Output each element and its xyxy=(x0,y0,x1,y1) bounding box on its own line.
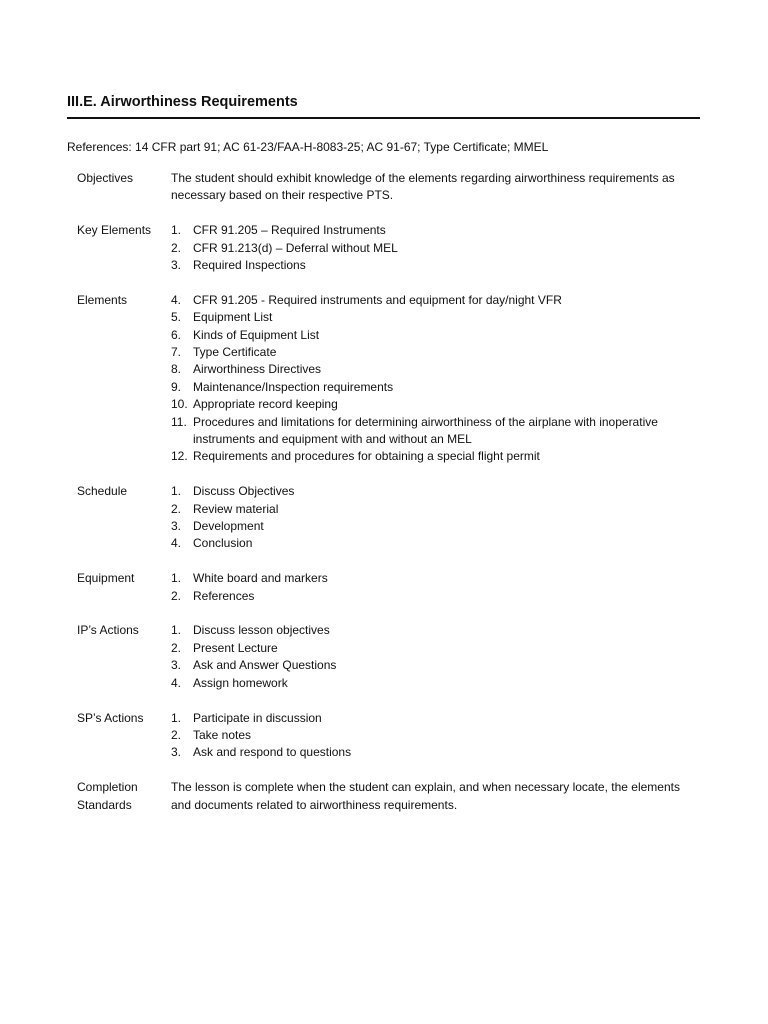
list-item: 11. Procedures and limitations for determining airworthiness of the airplane with inoperative instruments and equipment with and without an MEL xyxy=(171,414,658,447)
section-objectives xyxy=(67,170,700,205)
list-item: 10. Appropriate record keeping xyxy=(171,397,338,412)
list-item: 2. Take notes xyxy=(171,727,252,742)
schedule-list xyxy=(171,483,700,553)
section-key-elements xyxy=(67,222,700,274)
ip-actions-list xyxy=(171,622,700,692)
elements-list xyxy=(171,292,700,466)
page-title: III.E. Airworthiness Requirements xyxy=(67,92,700,119)
lesson-sections xyxy=(67,170,700,814)
list-item: 1. Discuss Objectives xyxy=(171,484,295,499)
section-schedule xyxy=(67,483,700,553)
list-item: 1. Participate in discussion xyxy=(171,710,322,725)
completion-text: The lesson is complete when the student can explain, and when necessary locate, the elements and documents related to airworthiness requirements. xyxy=(171,780,680,812)
list-item: 2. References xyxy=(171,588,255,603)
key-elements-list xyxy=(171,222,700,274)
list-item: 6. Kinds of Equipment List xyxy=(171,327,320,342)
list-item: 4. Conclusion xyxy=(171,536,253,551)
list-item: 2. Present Lecture xyxy=(171,640,278,655)
list-item: 5. Equipment List xyxy=(171,310,273,325)
sp-actions-list xyxy=(171,710,700,762)
list-item: 1. Discuss lesson objectives xyxy=(171,623,330,638)
section-label: Key Elements xyxy=(77,223,152,238)
references-line: References: 14 CFR part 91; AC 61-23/FAA-H-8083-25; AC 91-67; Type Certificate; MMEL xyxy=(67,140,549,154)
objectives-text: The student should exhibit knowledge of the elements regarding airworthiness requirements as necessary based on their respective PTS. xyxy=(171,171,675,203)
list-item: 2. Review material xyxy=(171,501,279,516)
list-item: 3. Ask and respond to questions xyxy=(171,745,352,760)
equipment-list xyxy=(171,570,700,605)
section-label: SP’s Actions xyxy=(77,710,144,725)
list-item: 12. Requirements and procedures for obtaining a special flight permit xyxy=(171,449,540,464)
list-item: 1. White board and markers xyxy=(171,571,328,586)
section-label: Schedule xyxy=(77,484,128,499)
list-item: 3. Development xyxy=(171,519,264,534)
list-item: 3. Required Inspections xyxy=(171,258,306,273)
section-ip-actions xyxy=(67,622,700,692)
section-label: Completion Standards xyxy=(77,780,138,812)
section-equipment xyxy=(67,570,700,605)
list-item: 8. Airworthiness Directives xyxy=(171,362,322,377)
list-item: 2. CFR 91.213(d) – Deferral without MEL xyxy=(171,240,398,255)
list-item: 1. CFR 91.205 – Required Instruments xyxy=(171,223,386,238)
list-item: 4. Assign homework xyxy=(171,675,288,690)
section-label: IP’s Actions xyxy=(77,623,139,638)
list-item: 7. Type Certificate xyxy=(171,345,277,360)
section-elements xyxy=(67,292,700,466)
section-sp-actions xyxy=(67,710,700,762)
document-page xyxy=(67,92,700,831)
section-label: Objectives xyxy=(77,171,134,185)
list-item: 3. Ask and Answer Questions xyxy=(171,658,337,673)
list-item: 9. Maintenance/Inspection requirements xyxy=(171,379,394,394)
section-label: Equipment xyxy=(77,571,135,586)
section-label: Elements xyxy=(77,292,128,307)
section-completion-standards xyxy=(67,779,700,814)
list-item: 4. CFR 91.205 - Required instruments and equipment for day/night VFR xyxy=(171,292,562,307)
